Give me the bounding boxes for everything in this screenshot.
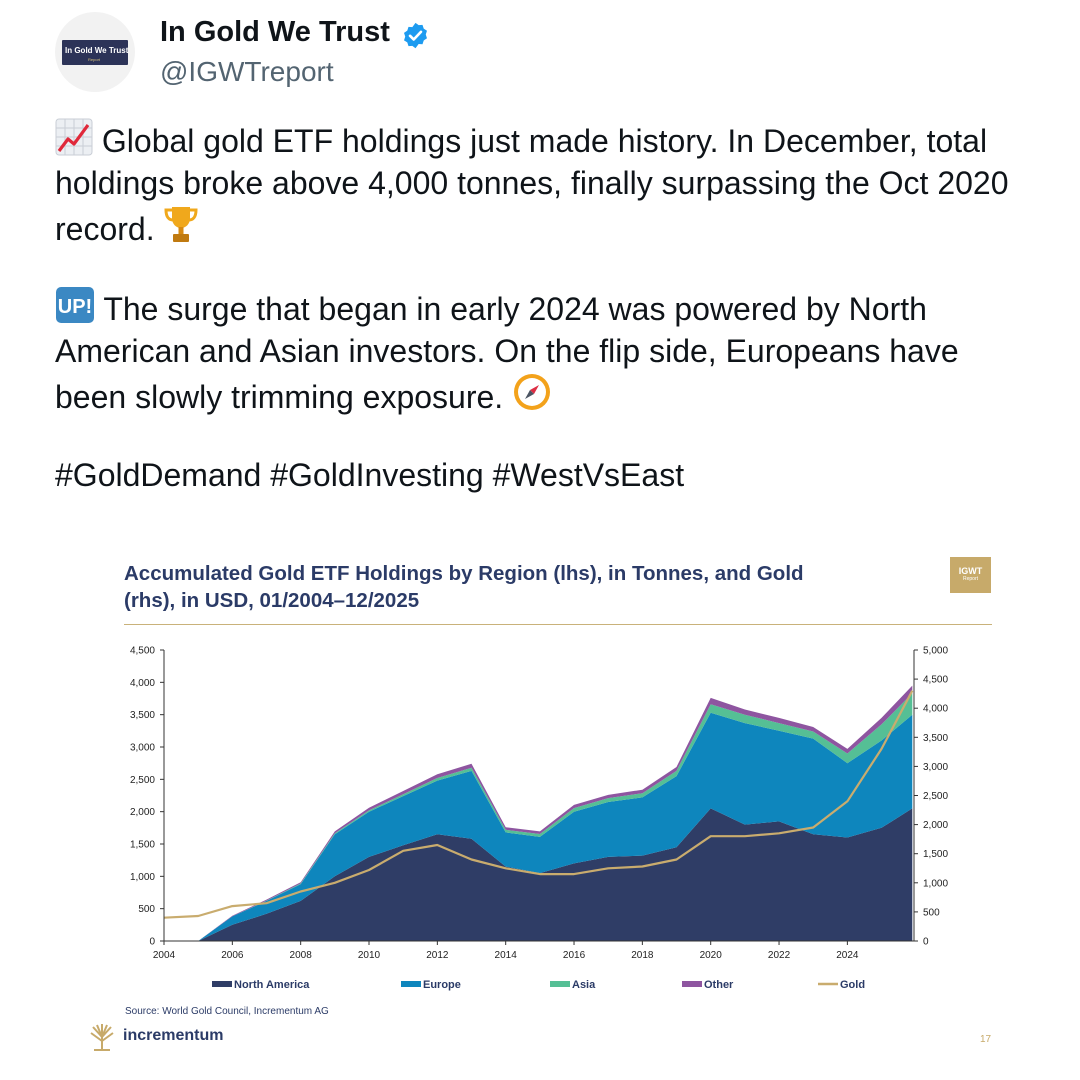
x-tick-label: 2016 bbox=[562, 950, 586, 961]
y-right-tick-label: 500 bbox=[923, 907, 940, 919]
legend-label-gold: Gold bbox=[840, 979, 866, 991]
chart-title-line-2: (rhs), in USD, 01/2004–12/2025 bbox=[124, 589, 420, 612]
legend-label-other: Other bbox=[704, 979, 734, 991]
y-left-tick-label: 0 bbox=[149, 936, 155, 948]
author-handle[interactable]: @IGWTreport bbox=[160, 56, 334, 87]
y-left-tick-label: 4,500 bbox=[129, 645, 155, 657]
igwt-logo-text: IGWT bbox=[958, 566, 983, 576]
author-name[interactable]: In Gold We Trust bbox=[160, 16, 390, 48]
tweet-text-2: The surge that began in early 2024 was powered by North American and Asian investors. On the flip side, Europeans have been slowly trimming exposure. bbox=[55, 291, 959, 415]
x-tick-label: 2018 bbox=[631, 950, 654, 961]
y-left-tick-label: 4,000 bbox=[129, 677, 155, 689]
igwt-report-logo bbox=[950, 557, 991, 593]
slide-page-number: 17 bbox=[980, 1034, 992, 1045]
x-tick-label: 2004 bbox=[152, 950, 176, 961]
x-tick-label: 2006 bbox=[221, 950, 244, 961]
x-tick-label: 2020 bbox=[699, 950, 722, 961]
y-right-tick-label: 4,000 bbox=[923, 703, 949, 715]
y-right-tick-label: 3,000 bbox=[923, 761, 949, 773]
chart-title-line-1: Accumulated Gold ETF Holdings by Region (lhs), in Tonnes, and Gold bbox=[124, 562, 804, 585]
tweet-paragraph-2 bbox=[55, 286, 1035, 418]
chart-title bbox=[124, 560, 924, 614]
trophy-icon bbox=[163, 204, 199, 244]
title-divider bbox=[124, 624, 992, 625]
chart-source: Source: World Gold Council, Incrementum AG bbox=[125, 1006, 329, 1017]
tweet-paragraph-1 bbox=[55, 118, 1035, 250]
y-left-tick-label: 500 bbox=[138, 904, 155, 916]
avatar-subtext: Report bbox=[88, 57, 101, 62]
chart-increasing-icon bbox=[55, 118, 93, 156]
y-left-tick-label: 2,500 bbox=[129, 774, 155, 786]
x-tick-label: 2014 bbox=[494, 950, 517, 961]
incrementum-logo-icon bbox=[88, 1023, 116, 1051]
y-right-tick-label: 2,500 bbox=[923, 791, 949, 802]
y-right-tick-label: 2,000 bbox=[923, 820, 949, 832]
legend-label-north-america: North America bbox=[234, 979, 310, 991]
avatar-logo bbox=[62, 40, 128, 65]
tweet-text-1: Global gold ETF holdings just made history. In December, total holdings broke above 4,000 tonnes, finally surpassing the Oct 2020 record. bbox=[55, 123, 1009, 247]
x-tick-label: 2010 bbox=[357, 950, 381, 961]
y-right-tick-label: 1,500 bbox=[923, 849, 949, 861]
x-tick-label: 2022 bbox=[767, 950, 791, 961]
compass-icon bbox=[512, 372, 552, 412]
incrementum-brand: incrementum bbox=[123, 1027, 224, 1044]
y-right-tick-label: 4,500 bbox=[923, 674, 949, 686]
igwt-logo-subtext: Report bbox=[962, 576, 978, 582]
avatar[interactable] bbox=[55, 12, 135, 92]
attached-chart-image[interactable] bbox=[88, 545, 1008, 1055]
legend-label-asia: Asia bbox=[572, 979, 596, 991]
y-left-tick-label: 2,000 bbox=[129, 807, 155, 819]
y-right-tick-label: 0 bbox=[923, 936, 929, 948]
x-tick-label: 2012 bbox=[426, 950, 449, 961]
y-right-tick-label: 3,500 bbox=[923, 732, 949, 744]
y-right-tick-label: 1,000 bbox=[923, 878, 949, 890]
y-left-tick-label: 3,500 bbox=[129, 710, 155, 722]
legend-label-europe: Europe bbox=[423, 979, 461, 991]
hashtags[interactable]: #GoldDemand #GoldInvesting #WestVsEast bbox=[55, 457, 685, 493]
y-left-tick-label: 3,000 bbox=[129, 742, 155, 754]
up-button-icon bbox=[55, 286, 95, 324]
y-right-tick-label: 5,000 bbox=[923, 645, 949, 657]
x-tick-label: 2024 bbox=[836, 950, 859, 961]
y-left-tick-label: 1,500 bbox=[129, 839, 155, 851]
y-left-tick-label: 1,000 bbox=[129, 871, 155, 883]
x-tick-label: 2008 bbox=[289, 950, 312, 961]
verified-badge-icon bbox=[401, 21, 430, 50]
svg-text:UP!: UP! bbox=[57, 296, 93, 318]
avatar-text: In Gold We Trust bbox=[65, 46, 129, 55]
